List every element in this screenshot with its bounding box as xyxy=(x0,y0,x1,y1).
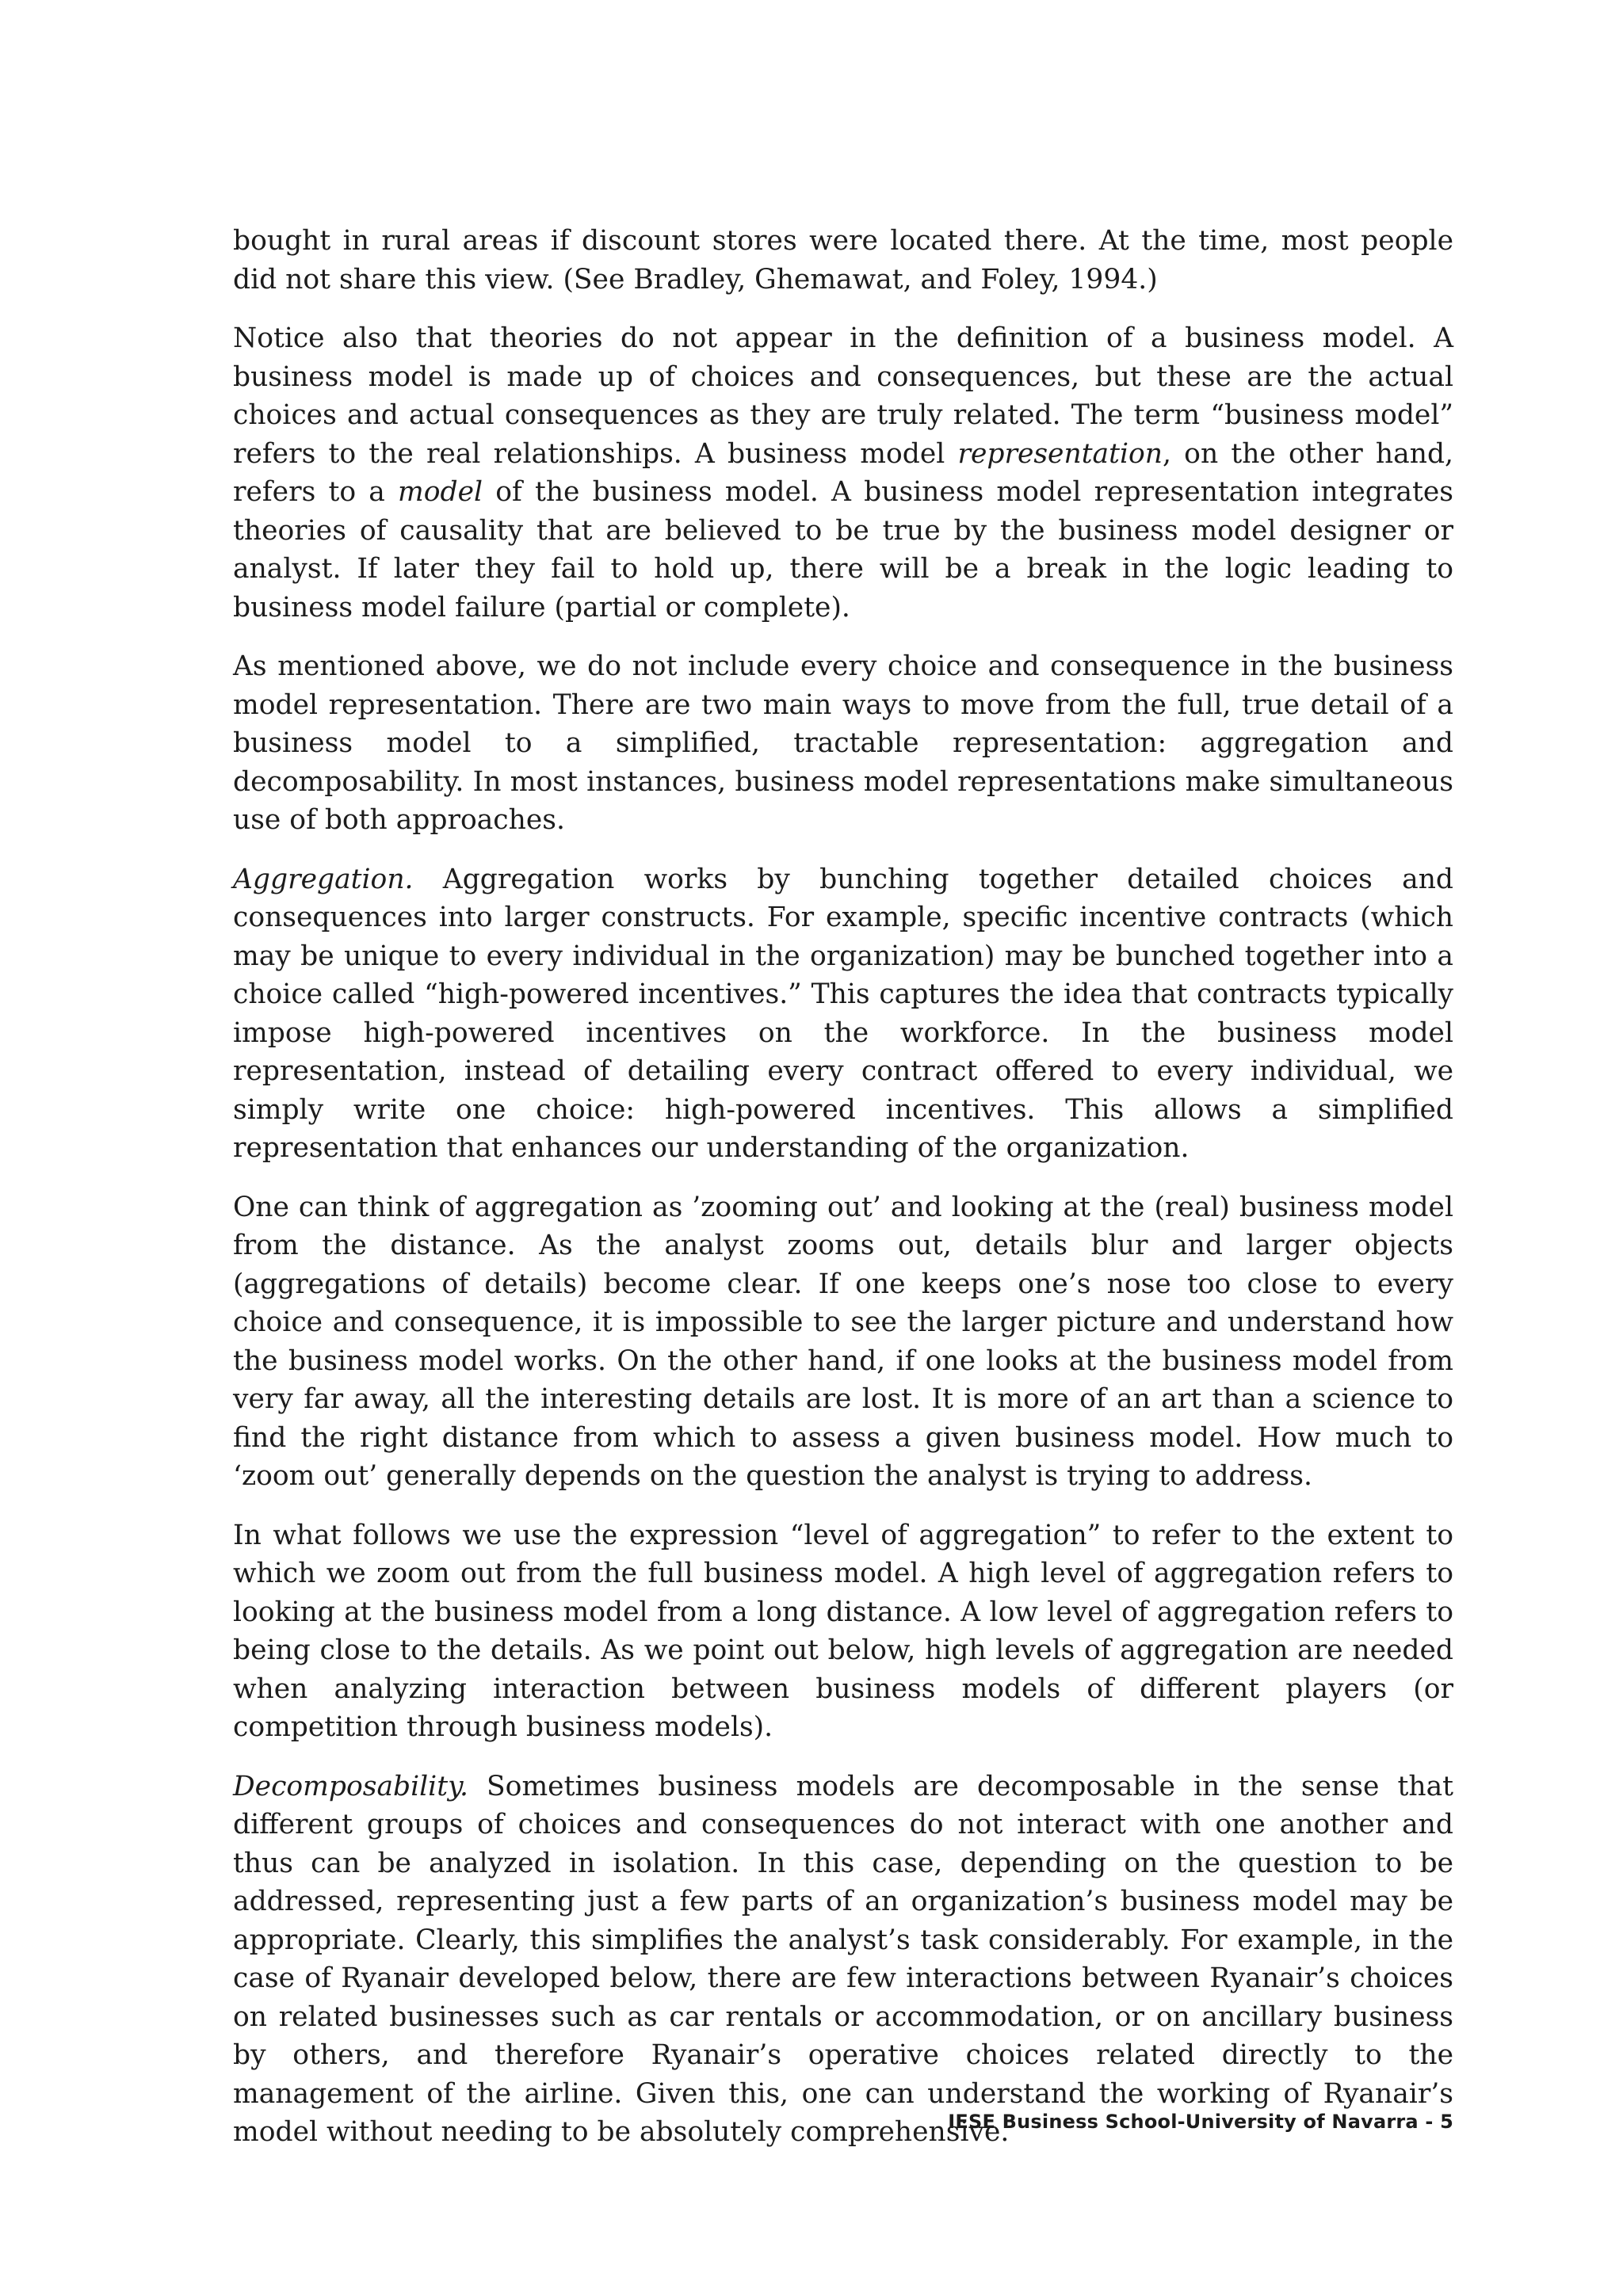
paragraph-1 xyxy=(233,222,1453,299)
paragraph-4-text: Aggregation works by bunching together detailed choices and consequences into larger constructs. For example, specific incentive contracts (which may be unique to every individual in the organization) may be bunched together into a choice called “high-powered incentives.” This captures the idea that contracts typically impose high-powered incentives on the workforce. In the business model representation, instead of detailing every contract offered to every individual, we simply write one choice: high-powered incentives. This allows a simplified representation that enhances our understanding of the organization. xyxy=(233,863,1453,1164)
paragraph-6 xyxy=(233,1516,1453,1747)
paragraph-2 xyxy=(233,319,1453,627)
paragraph-5-text: One can think of aggregation as ’zooming out’ and looking at the (real) business model from the distance. As the analyst zooms out, details blur and larger objects (aggregations of details) become clear. If one keeps one’s nose too close to every choice and consequence, it is impossible to see the larger picture and understand how the business model works. On the other hand, if one looks at the business model from very far away, all the interesting details are lost. It is more of an art than a science to find the right distance from which to assess a given business model. How much to ‘zoom out’ generally depends on the question the analyst is trying to address. xyxy=(233,1191,1453,1492)
emphasis-representation: representation xyxy=(957,437,1163,470)
paragraph-1-text: bought in rural areas if discount stores were located there. At the time, most people did not share this view. (See Bradley, Ghemawat, and Foley, 1994.) xyxy=(233,225,1453,296)
paragraph-3-text: As mentioned above, we do not include every choice and consequence in the business model representation. There are two main ways to move from the full, true detail of a business model to a simplified, tractable representation: aggregation and decomposability. In most instances, business model representations make simultaneous use of both approaches. xyxy=(233,650,1453,836)
body-text xyxy=(233,222,1453,2172)
paragraph-4 xyxy=(233,860,1453,1168)
page-footer: IESE Business School-University of Navarra - 5 xyxy=(948,2111,1453,2133)
paragraph-2-text-c: , on the other hand, refers to a xyxy=(233,437,1453,508)
paragraph-3 xyxy=(233,647,1453,840)
run-in-heading-aggregation: Aggregation. xyxy=(233,863,414,895)
paragraph-2-text-a: Notice also that theories do not appear in the definition of a business model. A business model is made up of choices and consequences, but these are the actual choices and actual consequences as they are truly related. The term “business model” refers to the real relationships. A business model xyxy=(233,322,1453,470)
paragraph-6-text: In what follows we use the expression “level of aggregation” to refer to the extent to which we zoom out from the full business model. A high level of aggregation refers to looking at the business model from a long distance. A low level of aggregation refers to being close to the details. As we point out below, high levels of aggregation are needed when analyzing interaction between business models of different players (or competition through business models). xyxy=(233,1519,1453,1743)
paragraph-7-text: Sometimes business models are decomposable in the sense that different groups of choices and consequences do not interact with one another and thus can be analyzed in isolation. In this case, depending on the question to be addressed, representing just a few parts of an organization’s business model may be appropriate. Clearly, this simplifies the analyst’s task considerably. For example, in the case of Ryanair developed below, there are few interactions between Ryanair’s choices on related businesses such as car rentals or accommodation, or on ancillary business by others, and therefore Ryanair’s operative choices related directly to the management of the airline. Given this, one can understand the working of Ryanair’s model without needing to be absolutely comprehensive. xyxy=(233,1770,1453,2148)
paragraph-5 xyxy=(233,1188,1453,1496)
paragraph-7 xyxy=(233,1768,1453,2152)
run-in-heading-decomposability: Decomposability. xyxy=(233,1770,468,1802)
emphasis-model: model xyxy=(398,476,483,508)
paragraph-2-text-e: of the business model. A business model representation integrates theories of causality that are believed to be true by the business model designer or analyst. If later they fail to hold up, there will be a break in the logic leading to business model failure (partial or complete). xyxy=(233,476,1453,624)
